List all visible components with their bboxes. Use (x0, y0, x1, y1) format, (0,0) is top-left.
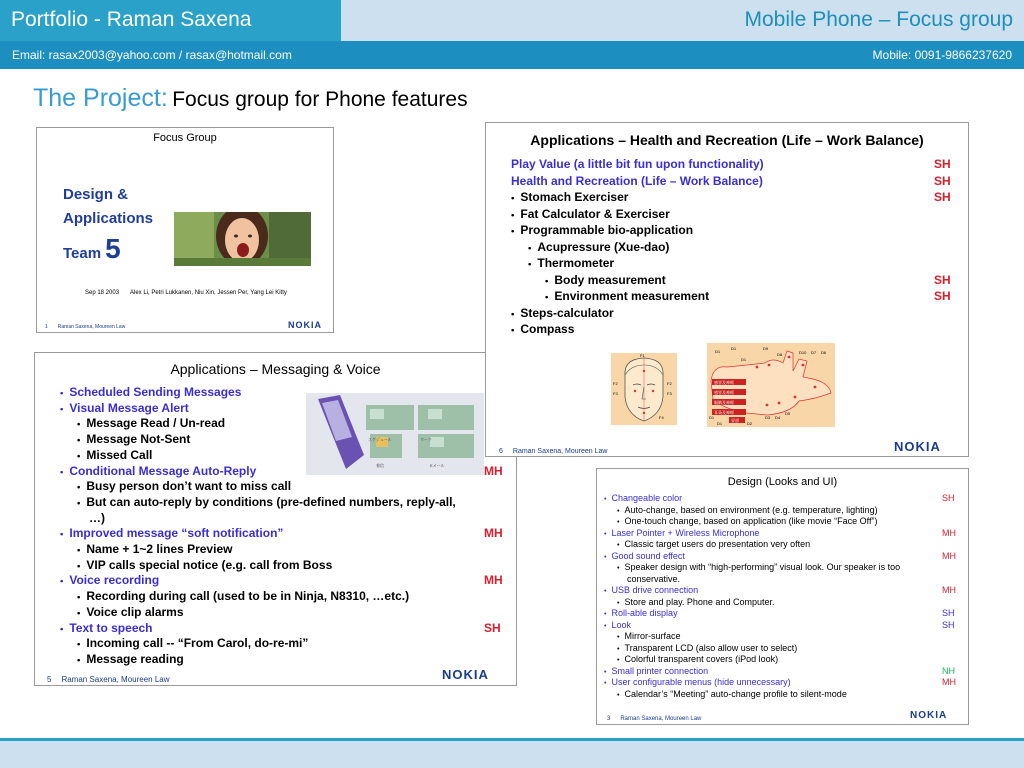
nokia-logo: NOKIA (288, 320, 322, 330)
list-item-text: Missed Call (86, 447, 153, 462)
footer-bar (0, 741, 1024, 768)
list-item (511, 306, 614, 320)
list-item-text: Text to speech (69, 620, 153, 635)
list-item-text: Environment measurement (554, 289, 710, 303)
list-item-text: Message Read / Un-read (86, 416, 226, 431)
bullet: • (511, 308, 515, 320)
screen-label: マーク (420, 437, 432, 442)
list-item (617, 539, 810, 549)
list-item (77, 542, 232, 556)
list-item-text: Laser Pointer + Wireless Microphone (611, 527, 760, 538)
slide-title: Focus Group (153, 132, 217, 144)
header-title-block (0, 0, 341, 41)
list-item-text: Small printer connection (611, 665, 709, 676)
list-item (60, 573, 159, 587)
hand-label: D6 (821, 350, 827, 355)
bullet: • (511, 209, 515, 221)
list-item (617, 516, 878, 526)
list-item (604, 677, 791, 687)
list-item-text: Scheduled Sending Messages (69, 385, 242, 399)
bullet: • (545, 292, 549, 303)
priority-tag: SH (484, 620, 501, 635)
list-item-text: Speaker design with “high-performing” visual look. Our speaker is too (624, 562, 901, 572)
priority-tag: SH (934, 190, 951, 204)
list-item (511, 207, 670, 221)
face-acupressure-diagram (611, 353, 677, 425)
list-item-text: Roll-able display (611, 608, 678, 618)
list-item (545, 273, 666, 287)
bullet: • (77, 545, 81, 556)
list-item (77, 448, 152, 462)
slide-title: Applications – Health and Recreation (Life – Work Balance) (530, 132, 924, 148)
bullet: • (528, 259, 532, 270)
hand-caption: 胃部 (731, 418, 739, 423)
list-item-text: Transparent LCD (also allow user to select) (624, 642, 798, 653)
bullet: • (604, 528, 607, 538)
list-item (617, 505, 878, 515)
hand-label: D8 (777, 352, 783, 357)
list-item (511, 322, 574, 336)
list-item-text: Colorful transparent covers (iPod look) (624, 654, 779, 664)
list-item (617, 689, 847, 699)
focus-authors: Alex Li, Petri Lukkanen, Niu Xin, Jessen Per, Yang Lei Kitty (130, 290, 287, 296)
project-label: The Project: (33, 84, 168, 112)
slide-number: 3 (607, 716, 611, 722)
bullet: • (77, 639, 81, 651)
list-item-text: Body measurement (554, 272, 666, 287)
face-label: F4 (659, 415, 664, 420)
screen-label: Eメール (430, 463, 445, 468)
list-item-text: Message reading (86, 651, 184, 666)
list-item-text: One-touch change, based on application (like movie “Face Off”) (624, 516, 878, 526)
bullet: • (545, 275, 549, 287)
list-item-text: But can auto-reply by conditions (pre-defined numbers, reply-all, (86, 494, 456, 509)
slide-authors: Raman Saxena, Moureen Law (57, 324, 126, 330)
bullet: • (604, 609, 607, 618)
list-item (77, 605, 184, 619)
list-item (77, 495, 456, 509)
hand-label: D1 (717, 421, 723, 426)
focus-group-slide (36, 127, 334, 333)
messaging-slide (34, 352, 517, 686)
list-item-text: Acupressure (Xue-dao) (537, 239, 670, 254)
bullet: • (77, 607, 81, 619)
bullet: • (528, 242, 532, 254)
bullet: • (604, 551, 607, 561)
hand-label: D9 (763, 346, 769, 351)
bullet: • (617, 540, 620, 549)
list-item-text: Changeable color (611, 493, 683, 503)
hand-caption: 眼睛及神經 (714, 400, 734, 405)
slide-number: 6 (499, 448, 503, 455)
bullet: • (511, 325, 515, 336)
priority-tag: MH (942, 527, 956, 538)
list-item (77, 479, 291, 493)
priority-tag: MH (942, 550, 956, 561)
list-item-text: Thermometer (537, 256, 615, 270)
list-item-text: Conditional Message Auto-Reply (69, 463, 257, 478)
list-item-text: Fat Calculator & Exerciser (520, 206, 670, 221)
face-label: F3 (613, 391, 618, 396)
bullet: • (77, 419, 81, 431)
list-item-text: Voice clip alarms (86, 604, 184, 619)
list-item (604, 585, 698, 595)
slide-footer (607, 716, 701, 722)
list-item-text: conservative. (627, 573, 681, 584)
list-item-text: Visual Message Alert (69, 400, 189, 415)
priority-tag: SH (934, 289, 951, 303)
list-item (60, 526, 283, 540)
bullet: • (511, 193, 515, 204)
priority-tag: MH (942, 585, 956, 595)
focus-date: Sep 18 2003 (85, 290, 120, 296)
bullet: • (617, 597, 620, 607)
list-item (604, 528, 759, 538)
list-item (528, 240, 669, 254)
face-label: F2 (667, 381, 672, 386)
team-number: 5 (105, 233, 121, 264)
bullet: • (617, 505, 620, 515)
hand-acupressure-diagram (707, 343, 835, 427)
list-item (617, 631, 681, 641)
list-item-text: Auto-change, based on environment (e.g. temperature, lighting) (624, 504, 878, 515)
list-item (617, 643, 797, 653)
phone-screens-image (306, 393, 484, 475)
focus-line-2: Applications (63, 210, 154, 227)
hand-label: D2 (747, 421, 753, 426)
hand-label: D3 (765, 415, 771, 420)
list-item-text: Play Value (a little bit fun upon functionality) (511, 157, 764, 171)
list-item-text: Message Not-Sent (86, 432, 191, 447)
priority-tag: SH (934, 173, 951, 188)
nokia-logo: NOKIA (894, 439, 941, 454)
bullet: • (617, 517, 620, 526)
list-item-text: Steps-calculator (520, 305, 614, 320)
bullet: • (77, 497, 81, 509)
screen-label: スケジュール (368, 437, 392, 442)
list-item (528, 256, 614, 270)
list-item-text: Mirror-surface (624, 631, 681, 641)
woman-photo (174, 212, 311, 266)
list-item (77, 589, 409, 603)
list-item (511, 174, 763, 188)
list-item (627, 574, 680, 584)
list-item (617, 654, 778, 664)
hand-label: D1 (731, 346, 737, 351)
mobile-text: Mobile: 0091-9866237620 (872, 48, 1012, 62)
list-item (89, 511, 105, 525)
list-item (511, 190, 628, 204)
slide-title: Design (Looks and UI) (727, 476, 838, 488)
hand-label: D4 (775, 415, 781, 420)
design-slide (596, 468, 969, 725)
slide-number: 1 (45, 324, 48, 330)
list-item (511, 157, 764, 171)
header-bar (0, 0, 1024, 41)
list-item-text: Classic target users do presentation very often (624, 539, 811, 549)
list-item (617, 562, 900, 572)
list-item-text: Incoming call -- “From Carol, do-re-mi” (86, 636, 309, 651)
bullet: • (617, 689, 620, 699)
list-item (604, 620, 631, 630)
bullet: • (60, 466, 64, 478)
bullet: • (60, 388, 64, 399)
priority-tag: SH (934, 272, 951, 287)
bullet: • (77, 450, 81, 462)
hand-caption: 感冒及神經 (714, 380, 734, 385)
slide-authors: Raman Saxena, Moureen Law (512, 448, 608, 455)
slide-authors: Raman Saxena, Moureen Law (620, 716, 702, 722)
list-item (77, 432, 190, 446)
hand-label: D1 (715, 349, 721, 354)
face-label: F2 (613, 381, 618, 386)
list-item (604, 493, 682, 503)
list-item (77, 652, 184, 666)
list-item-text: Look (611, 619, 632, 630)
list-item-text: Compass (520, 322, 575, 336)
email-text: Email: rasax2003@yahoo.com / rasax@hotmail.com (12, 48, 292, 62)
project-heading (33, 84, 468, 113)
contact-bar (0, 41, 1024, 69)
bullet: • (617, 643, 620, 653)
team-word: Team (63, 245, 102, 262)
list-item-text: Good sound effect (611, 550, 685, 561)
list-item-text: Store and play. Phone and Computer. (624, 596, 775, 607)
list-item (545, 289, 709, 303)
list-item (60, 464, 256, 478)
list-item (617, 597, 774, 607)
priority-tag: SH (942, 619, 955, 630)
list-item (511, 223, 693, 237)
section-title: Mobile Phone – Focus group (744, 8, 1013, 31)
hand-caption: 感冒及神經 (714, 390, 734, 395)
list-item-text: Programmable bio-application (520, 223, 694, 237)
slide-title: Applications – Messaging & Voice (170, 361, 381, 377)
list-item-text: Improved message “soft notification” (69, 526, 284, 541)
bullet: • (511, 226, 515, 237)
bullet: • (77, 560, 81, 572)
bullet: • (617, 655, 620, 664)
bullet: • (604, 586, 607, 595)
list-item (60, 385, 241, 399)
list-item-text: Recording during call (used to be in Ninja, N8310, …etc.) (86, 589, 410, 604)
list-item-text: Voice recording (69, 573, 160, 588)
bullet: • (604, 666, 607, 676)
project-text: Focus group for Phone features (172, 88, 468, 111)
portfolio-title: Portfolio - Raman Saxena (11, 8, 252, 31)
priority-tag: SH (942, 493, 955, 503)
bullet: • (617, 632, 620, 641)
list-item-text: Name + 1~2 lines Preview (86, 542, 233, 556)
bullet: • (77, 592, 81, 604)
priority-tag: MH (942, 677, 956, 687)
slide-footer (499, 448, 607, 455)
priority-tag: MH (484, 463, 503, 478)
screen-label: 着信 (376, 463, 384, 468)
hand-label: D7 (811, 350, 817, 355)
list-item-text: USB drive connection (611, 585, 699, 595)
bullet: • (60, 529, 64, 541)
bullet: • (77, 482, 81, 494)
team-label (63, 233, 121, 265)
hand-label: D1 (741, 357, 747, 362)
slide-footer (47, 675, 170, 684)
list-item-text: Health and Recreation (Life – Work Balance) (511, 173, 763, 188)
hand-label: D1 (709, 415, 715, 420)
bullet: • (60, 623, 64, 635)
bullet: • (604, 620, 607, 630)
bullet: • (604, 678, 607, 687)
priority-tag: MH (484, 526, 503, 541)
bullet: • (604, 494, 607, 503)
priority-tag: NH (942, 665, 955, 676)
list-item-text: User configurable menus (hide unnecessary) (611, 677, 791, 687)
health-slide (485, 122, 969, 457)
slide-number: 5 (47, 675, 52, 684)
list-item (604, 666, 708, 676)
list-item-text: Busy person don’t want to miss call (86, 479, 292, 494)
nokia-logo: NOKIA (442, 667, 489, 682)
bullet: • (60, 576, 64, 588)
focus-line-1: Design & (63, 186, 129, 203)
list-item (77, 416, 225, 430)
bullet: • (60, 403, 64, 415)
hand-label: D5 (785, 411, 791, 416)
hand-label: D10 (799, 350, 807, 355)
list-item-text: VIP calls special notice (e.g. call from Boss (86, 557, 333, 572)
list-item (60, 401, 189, 415)
list-item (77, 636, 308, 650)
list-item (60, 621, 153, 635)
bullet: • (77, 435, 81, 447)
bullet: • (77, 654, 81, 666)
slide-authors: Raman Saxena, Moureen Law (61, 675, 170, 684)
bullet: • (617, 563, 620, 572)
face-label: F1 (640, 353, 645, 358)
nokia-logo: NOKIA (910, 710, 948, 721)
face-label: F3 (667, 391, 672, 396)
list-item (77, 558, 332, 572)
list-item (604, 608, 678, 618)
priority-tag: SH (934, 157, 951, 171)
slide-footer (45, 324, 125, 330)
hand-caption: 耳朵及神經 (714, 410, 734, 415)
list-item (604, 551, 685, 561)
priority-tag: MH (484, 573, 503, 588)
list-item-text: …) (89, 510, 105, 525)
list-item-text: Stomach Exerciser (520, 190, 629, 204)
priority-tag: SH (942, 608, 955, 618)
list-item-text: Calendar’s “Meeting” auto-change profile to silent-mode (624, 688, 847, 699)
